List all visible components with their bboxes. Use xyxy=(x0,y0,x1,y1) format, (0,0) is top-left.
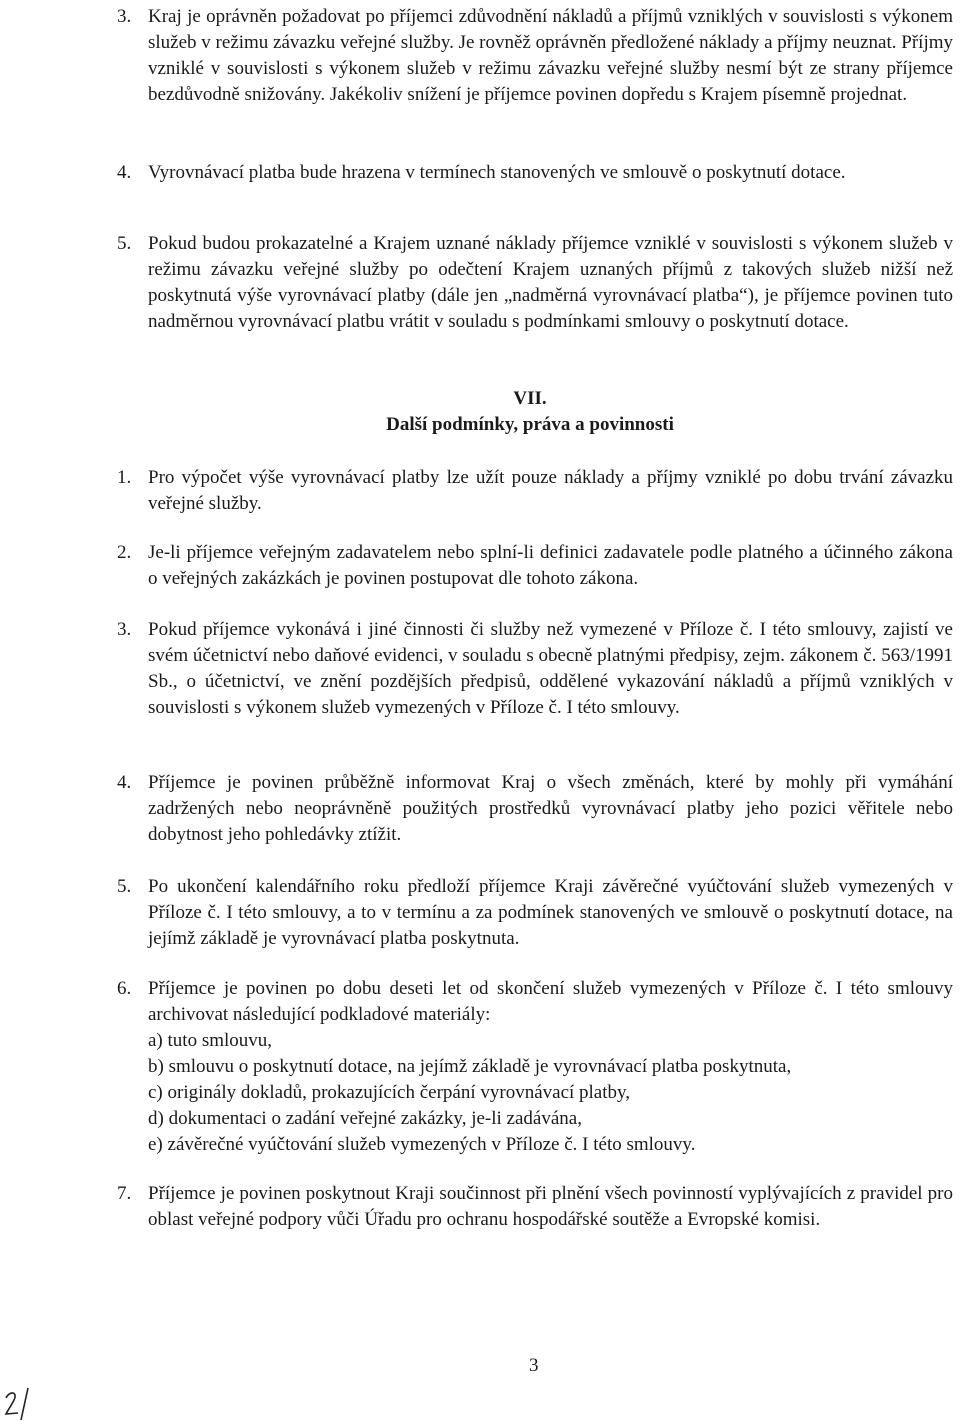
article-text: Příjemce je povinen po dobu deseti let od skončení služeb vymezených v Příloze č. I této smlouvy archivovat následující podkladové materiály: xyxy=(148,978,953,1025)
clause-5 xyxy=(117,231,953,335)
article-number: 7. xyxy=(117,1183,132,1204)
list-item-d: d) dokumentaci o zadání veřejné zakázky, je-li zadávána, xyxy=(148,1108,582,1129)
article-7 xyxy=(117,1181,953,1233)
clause-number: 3. xyxy=(117,6,132,27)
article-2 xyxy=(117,540,953,592)
article-text: Příjemce je povinen průběžně informovat Kraj o všech změnách, které by mohly při vymáhání zadržených nebo neoprávněně použitých prostředků vyrovnávací platby jeho pozici věřitele nebo dobytnost jeho pohledávky ztížit. xyxy=(148,772,953,845)
article-text: Je-li příjemce veřejným zadavatelem nebo splní-li definici zadavatele podle platného a účinného zákona o veřejných zakázkách je povinen postupovat dle tohoto zákona. xyxy=(148,542,953,589)
page-number: 3 xyxy=(529,1355,539,1376)
list-item-c: c) originály dokladů, prokazujících čerpání vyrovnávací platby, xyxy=(148,1082,631,1103)
article-3 xyxy=(117,617,953,721)
list-item-a: a) tuto smlouvu, xyxy=(148,1030,273,1051)
clause-text: Pokud budou prokazatelné a Krajem uznané náklady příjemce vzniklé v souvislosti s výkonem služeb v režimu závazku veřejné služby po odečtení Krajem uznaných příjmů z takových služeb nižší než poskytnutá výše vyrovnávací platby (dále jen „nadměrná vyrovnávací platba“), je příjemce povinen tuto nadměrnou vyrovnávací platbu vrátit v souladu s podmínkami smlouvy o poskytnutí dotace. xyxy=(148,233,953,332)
section-number: VII. xyxy=(513,388,547,409)
section-title: Další podmínky, práva a povinnosti xyxy=(386,414,674,435)
article-5 xyxy=(117,874,953,952)
list-item-b: b) smlouvu o poskytnutí dotace, na jejímž základě je vyrovnávací platba poskytnuta, xyxy=(148,1056,792,1077)
handwritten-initials-icon xyxy=(2,1384,42,1422)
clause-text: Vyrovnávací platba bude hrazena v termínech stanovených ve smlouvě o poskytnutí dotace. xyxy=(148,162,846,183)
article-number: 3. xyxy=(117,619,132,640)
article-number: 6. xyxy=(117,978,132,999)
article-number: 1. xyxy=(117,467,132,488)
clause-number: 4. xyxy=(117,162,132,183)
article-text: Pokud příjemce vykonává i jiné činnosti či služby než vymezené v Příloze č. I této smlouvy, zajistí ve svém účetnictví nebo daňové evidenci, v souladu s obecně platnými předpisy, zejm. zákonem č. 563/1991 Sb., o účetnictví, ve znění pozdějších předpisů, oddělené vykazování nákladů a příjmů vzniklých v souvislosti s výkonem služeb vymezených v Příloze č. I této smlouvy. xyxy=(148,619,953,718)
article-number: 4. xyxy=(117,772,132,793)
list-item-e: e) závěrečné vyúčtování služeb vymezených v Příloze č. I této smlouvy. xyxy=(148,1134,696,1155)
article-4 xyxy=(117,770,953,848)
article-6 xyxy=(117,976,953,1158)
article-text: Příjemce je povinen poskytnout Kraji součinnost při plnění všech povinností vyplývajících z pravidel pro oblast veřejné podpory vůči Úřadu pro ochranu hospodářské soutěže a Evropské komisi. xyxy=(148,1183,953,1230)
clause-text: Kraj je oprávněn požadovat po příjemci zdůvodnění nákladů a příjmů vzniklých v souvislosti s výkonem služeb v režimu závazku veřejné služby. Je rovněž oprávněn předložené náklady a příjmy neuznat. Příjmy vzniklé v souvislosti s výkonem služeb v režimu závazku veřejné služby nesmí být ze strany příjemce bezdůvodně snižovány. Jakékoliv snížení je příjemce povinen dopředu s Krajem písemně projednat. xyxy=(148,6,953,105)
clause-4 xyxy=(117,160,953,186)
clause-3 xyxy=(117,4,953,108)
article-number: 2. xyxy=(117,542,132,563)
article-text: Pro výpočet výše vyrovnávací platby lze užít pouze náklady a příjmy vzniklé po dobu trvání závazku veřejné služby. xyxy=(148,467,953,514)
article-number: 5. xyxy=(117,876,132,897)
article-text: Po ukončení kalendářního roku předloží příjemce Kraji závěrečné vyúčtování služeb vymezených v Příloze č. I této smlouvy, a to v termínu a za podmínek stanovených ve smlouvě o poskytnutí dotace, na jejímž základě je vyrovnávací platba poskytnuta. xyxy=(148,876,953,949)
clause-number: 5. xyxy=(117,233,132,254)
article-1 xyxy=(117,465,953,517)
